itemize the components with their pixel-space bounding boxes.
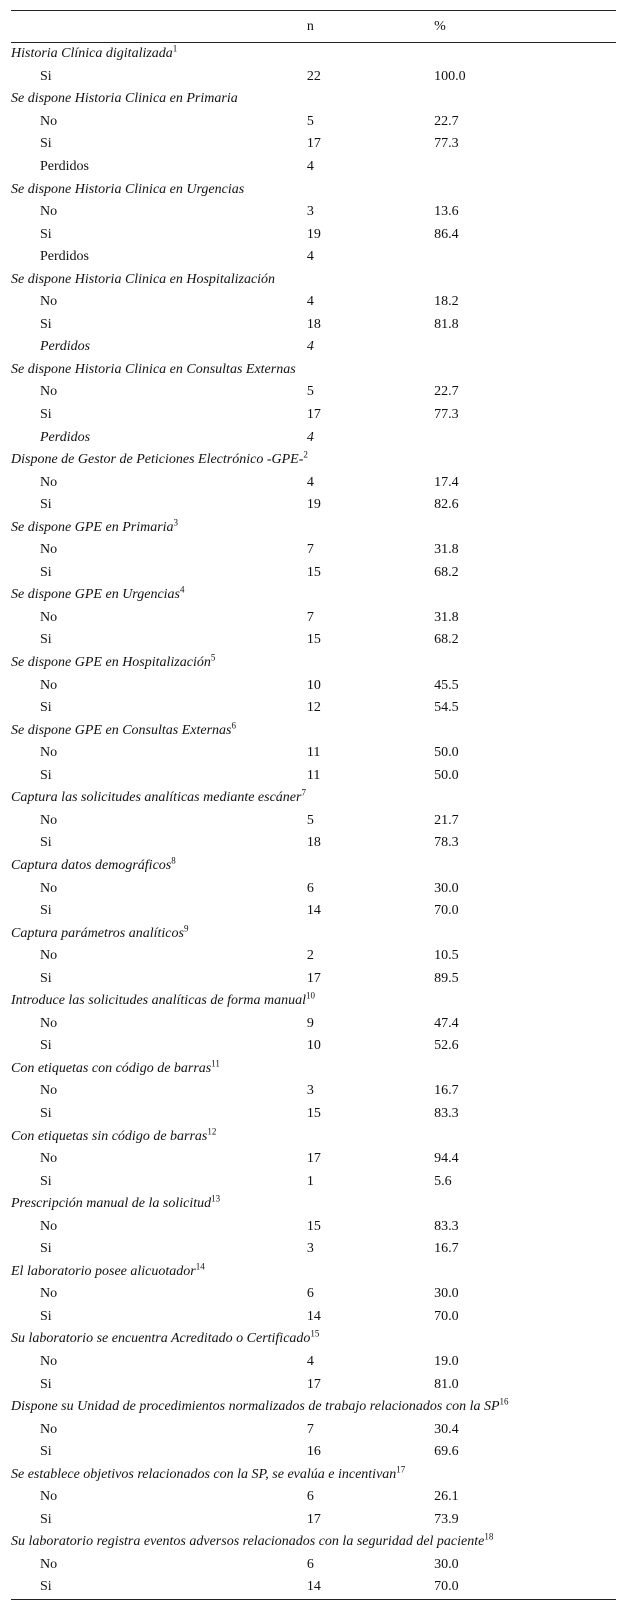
row-label: Si: [40, 1308, 52, 1324]
row-percent: 50.0: [434, 767, 459, 783]
row-label: Si: [40, 970, 52, 986]
row-n: 22: [306, 68, 321, 84]
section-title-cell: [11, 922, 616, 945]
row-n: 7: [306, 609, 314, 625]
section-title-cell: [11, 1058, 616, 1081]
table-row: [11, 1148, 616, 1171]
section-row: [11, 516, 616, 539]
table-row: [11, 765, 616, 788]
section-title-cell: [11, 1125, 616, 1148]
table-row: [11, 1238, 616, 1261]
section-row: [11, 268, 616, 291]
row-percent: 26.1: [434, 1489, 459, 1505]
section-title-cell: [11, 1328, 616, 1351]
footnote-marker: 14: [195, 1261, 205, 1272]
row-label: Si: [40, 68, 52, 84]
section-title-cell: [11, 719, 616, 742]
table-row: [11, 1103, 616, 1126]
row-percent: 100.0: [434, 68, 466, 84]
section-title: Prescripción manual de la solicitud: [11, 1196, 212, 1212]
row-label: Si: [40, 632, 52, 648]
row-label: Si: [40, 1105, 52, 1121]
section-title: Se dispone GPE en Consultas Externas: [11, 722, 232, 738]
row-n: 14: [307, 1576, 434, 1599]
row-n: 9: [306, 1015, 314, 1031]
row-label: Si: [40, 1038, 52, 1054]
row-label: Perdidos: [40, 429, 91, 445]
row-n: 15: [306, 1105, 321, 1121]
row-n: 16: [306, 1444, 321, 1460]
row-percent: 83.3: [434, 1218, 459, 1234]
row-n: 18: [306, 316, 321, 332]
section-title: Se dispone GPE en Hospitalización: [11, 655, 211, 671]
row-label: Si: [40, 136, 52, 152]
row-percent: 70.0: [434, 1308, 459, 1324]
row-n: 5: [306, 812, 314, 828]
row-n: 12: [306, 700, 321, 716]
row-label: No: [40, 1421, 58, 1437]
table-row: [11, 1441, 616, 1464]
row-label: No: [40, 1083, 58, 1099]
section-title-cell: [11, 787, 616, 810]
row-percent: 81.8: [434, 316, 459, 332]
footnote-marker: 18: [484, 1531, 494, 1542]
row-percent: 30.4: [434, 1421, 459, 1437]
row-label: No: [40, 542, 58, 558]
table-row: [11, 539, 616, 562]
row-label: Si: [11, 1576, 307, 1599]
footnote-marker: 7: [301, 787, 306, 798]
section-title: Captura parámetros analíticos: [11, 925, 184, 941]
table-row: [11, 629, 616, 652]
section-row: [11, 1058, 616, 1081]
table-row: [11, 426, 616, 449]
row-label: No: [40, 812, 58, 828]
table-row: [11, 742, 616, 765]
section-row: [11, 652, 616, 675]
section-title-cell: [11, 359, 616, 382]
row-label: No: [40, 1015, 58, 1031]
row-n: 6: [306, 1489, 314, 1505]
row-percent: 86.4: [434, 226, 459, 242]
row-percent: 21.7: [434, 812, 459, 828]
row-n: 7: [306, 542, 314, 558]
row-percent: 83.3: [434, 1105, 459, 1121]
row-n: 5: [306, 384, 314, 400]
row-n: 11: [306, 745, 321, 761]
table-row: [11, 1351, 616, 1374]
section-title-cell: [11, 855, 616, 878]
row-label: Perdidos: [40, 339, 91, 355]
header-label: [11, 11, 307, 43]
section-row: [11, 719, 616, 742]
row-n: 15: [306, 1218, 321, 1234]
footnote-marker: 13: [211, 1193, 221, 1204]
section-title-cell: [11, 1396, 616, 1419]
row-n: 3: [306, 204, 314, 220]
section-title-cell: [11, 1531, 616, 1554]
row-n: 18: [306, 835, 321, 851]
section-title: Dispone de Gestor de Peticiones Electrónico -GPE-: [11, 452, 304, 468]
header-percent: %: [434, 11, 616, 43]
row-label: Si: [40, 407, 52, 423]
footnote-marker: 12: [207, 1125, 217, 1136]
row-percent: 47.4: [434, 1015, 459, 1031]
table-row: [11, 900, 616, 923]
table-row: [11, 133, 616, 156]
section-title-cell: [11, 43, 616, 66]
table-row: [11, 336, 616, 359]
row-n: 14: [306, 903, 321, 919]
row-percent: 54.5: [434, 700, 459, 716]
row-n: 5: [306, 113, 314, 129]
results-table-container: [11, 10, 616, 1600]
table-row: [11, 381, 616, 404]
table-row: [11, 1035, 616, 1058]
row-percent: 45.5: [434, 677, 459, 693]
table-header-row: [11, 11, 616, 43]
section-row: [11, 178, 616, 201]
table-row: [11, 111, 616, 134]
section-title-cell: [11, 1261, 616, 1284]
row-label: No: [40, 880, 58, 896]
row-label: Si: [40, 564, 52, 580]
row-percent: 30.0: [434, 880, 459, 896]
table-row: [11, 291, 616, 314]
row-label: No: [40, 204, 58, 220]
row-label: Si: [40, 226, 52, 242]
row-percent: 16.7: [434, 1083, 459, 1099]
section-row: [11, 449, 616, 472]
section-row: [11, 1463, 616, 1486]
row-label: Perdidos: [40, 249, 89, 265]
row-percent: 30.0: [434, 1556, 459, 1572]
row-label: Si: [40, 767, 52, 783]
table-row: [11, 810, 616, 833]
footnote-marker: 8: [171, 855, 176, 866]
section-title-cell: [11, 178, 616, 201]
row-n: 4: [306, 429, 314, 445]
table-row: [11, 1486, 616, 1509]
row-percent: 50.0: [434, 745, 459, 761]
section-title: Se dispone Historia Clinica en Hospitalización: [11, 271, 276, 287]
row-percent: 73.9: [434, 1511, 459, 1527]
section-title: Se dispone Historia Clinica en Urgencias: [11, 181, 245, 197]
row-percent: 81.0: [434, 1376, 459, 1392]
section-row: [11, 1125, 616, 1148]
section-title: Se establece objetivos relacionados con la SP, se evalúa e incentivan: [11, 1466, 397, 1482]
row-n: 17: [306, 1151, 321, 1167]
section-row: [11, 1261, 616, 1284]
row-percent: 17.4: [434, 474, 459, 490]
row-label: No: [40, 474, 58, 490]
footnote-marker: 4: [180, 584, 185, 595]
table-row: [11, 1373, 616, 1396]
row-label: Si: [40, 1173, 52, 1189]
row-label: Perdidos: [40, 159, 89, 174]
table-row: [11, 1418, 616, 1441]
row-percent: 70.0: [434, 1576, 616, 1599]
row-n: 6: [306, 1556, 314, 1572]
table-row: [11, 674, 616, 697]
section-title-cell: [11, 1463, 616, 1486]
row-label: No: [40, 1556, 58, 1572]
row-n: 1: [306, 1173, 314, 1189]
row-n: 17: [306, 1376, 321, 1392]
section-title: Historia Clínica digitalizada: [11, 46, 173, 62]
table-row: [11, 471, 616, 494]
section-row: [11, 922, 616, 945]
row-n: 4: [306, 474, 314, 490]
section-title-cell: [11, 1193, 616, 1216]
row-percent: 5.6: [434, 1173, 452, 1189]
row-percent: 31.8: [434, 542, 459, 558]
section-title: Captura las solicitudes analíticas mediante escáner: [11, 790, 302, 806]
row-label: Si: [40, 316, 52, 332]
row-n: 7: [306, 1421, 314, 1437]
row-n: 2: [306, 948, 314, 964]
row-label: Si: [40, 1511, 52, 1527]
section-row: [11, 855, 616, 878]
section-title-cell: [11, 449, 616, 472]
table-row: [11, 697, 616, 720]
section-title: Su laboratorio se encuentra Acreditado o Certificado: [11, 1331, 311, 1347]
footnote-marker: 10: [306, 990, 316, 1001]
row-percent: 31.8: [434, 609, 459, 625]
row-label: Si: [40, 1444, 52, 1460]
row-percent: 69.6: [434, 1444, 459, 1460]
section-row: [11, 1193, 616, 1216]
row-n: 17: [306, 970, 321, 986]
table-row: [11, 1170, 616, 1193]
row-label: No: [40, 677, 58, 693]
row-label: No: [40, 745, 58, 761]
row-percent: [434, 246, 616, 269]
table-row: [11, 66, 616, 89]
row-percent: [434, 336, 616, 359]
table-row: [11, 1554, 616, 1577]
section-title: Se dispone Historia Clinica en Consultas Externas: [11, 361, 296, 377]
section-row: [11, 584, 616, 607]
section-row: [11, 359, 616, 382]
row-percent: 94.4: [434, 1151, 459, 1167]
footnote-marker: 5: [210, 652, 216, 663]
row-n: 4: [306, 339, 314, 355]
section-row: [11, 88, 616, 111]
row-percent: 68.2: [434, 564, 459, 580]
row-percent: 18.2: [434, 294, 459, 310]
row-n: 15: [306, 564, 321, 580]
row-n: 19: [306, 497, 321, 513]
table-row: [11, 156, 616, 179]
row-n: 4: [306, 249, 314, 265]
row-n: 15: [306, 632, 321, 648]
row-label: No: [40, 294, 58, 310]
row-percent: 22.7: [434, 113, 459, 129]
section-title: Se dispone GPE en Urgencias: [11, 587, 180, 603]
footnote-marker: 6: [231, 720, 236, 731]
row-percent: 70.0: [434, 903, 459, 919]
row-percent: [434, 156, 616, 179]
table-row: [11, 1509, 616, 1532]
row-n: 6: [306, 880, 314, 896]
row-label: Si: [40, 835, 52, 851]
table-row: [11, 945, 616, 968]
table-body: [11, 43, 616, 1600]
row-label: No: [40, 1353, 58, 1369]
section-title: Con etiquetas con código de barras: [11, 1060, 212, 1076]
row-n: 19: [306, 226, 321, 242]
row-n: 14: [306, 1308, 321, 1324]
row-n: 10: [306, 677, 321, 693]
row-n: 11: [306, 767, 321, 783]
row-percent: 68.2: [434, 632, 459, 648]
table-row: [11, 1080, 616, 1103]
row-percent: 89.5: [434, 970, 459, 986]
row-n: 17: [306, 407, 321, 423]
row-label: No: [40, 609, 58, 625]
table-row: [11, 1215, 616, 1238]
row-percent: 16.7: [434, 1241, 459, 1257]
row-n: 4: [306, 1353, 314, 1369]
footnote-marker: 9: [183, 922, 189, 933]
table-row: [11, 1013, 616, 1036]
section-title: Captura datos demográficos: [11, 857, 172, 873]
section-title: Se dispone Historia Clinica en Primaria: [11, 91, 238, 107]
table-row: [11, 223, 616, 246]
table-row: [11, 1576, 616, 1599]
section-row: [11, 43, 616, 66]
row-percent: 78.3: [434, 835, 459, 851]
row-label: No: [40, 948, 58, 964]
row-percent: 77.3: [434, 136, 459, 152]
row-percent: 22.7: [434, 384, 459, 400]
section-row: [11, 990, 616, 1013]
row-n: 10: [306, 1038, 321, 1054]
section-title-cell: [11, 584, 616, 607]
section-title-cell: [11, 516, 616, 539]
table-row: [11, 1283, 616, 1306]
row-percent: 13.6: [434, 204, 459, 220]
row-n: 4: [306, 294, 314, 310]
results-table: [11, 10, 616, 1600]
table-row: [11, 246, 616, 269]
footnote-marker: 1: [172, 43, 178, 54]
section-row: [11, 1531, 616, 1554]
row-n: 17: [306, 1511, 321, 1527]
table-row: [11, 607, 616, 630]
section-title: Se dispone GPE en Primaria: [11, 519, 174, 535]
footnote-marker: 11: [211, 1058, 220, 1069]
table-row: [11, 201, 616, 224]
section-title-cell: [11, 652, 616, 675]
row-label: Si: [40, 700, 52, 716]
row-percent: [434, 426, 616, 449]
section-row: [11, 1396, 616, 1419]
section-title: El laboratorio posee alicuotador: [11, 1263, 196, 1279]
section-row: [11, 787, 616, 810]
row-label: No: [40, 113, 58, 129]
section-title: Con etiquetas sin código de barras: [11, 1128, 208, 1144]
row-percent: 52.6: [434, 1038, 459, 1054]
section-title: Dispone su Unidad de procedimientos normalizados de trabajo relacionados con la SP: [11, 1399, 500, 1415]
row-label: No: [40, 384, 58, 400]
table-row: [11, 562, 616, 585]
section-title: Su laboratorio registra eventos adversos relacionados con la seguridad del paciente: [11, 1534, 485, 1550]
row-label: Si: [40, 497, 52, 513]
section-title: Introduce las solicitudes analíticas de forma manual: [11, 993, 307, 1009]
row-n: 4: [306, 159, 314, 174]
table-row: [11, 314, 616, 337]
row-label: Si: [40, 1241, 52, 1257]
section-title-cell: [11, 990, 616, 1013]
row-percent: 77.3: [434, 407, 459, 423]
row-label: Si: [40, 1376, 52, 1392]
section-row: [11, 1328, 616, 1351]
table-row: [11, 967, 616, 990]
row-percent: 82.6: [434, 497, 459, 513]
row-label: No: [40, 1286, 58, 1302]
table-row: [11, 1306, 616, 1329]
footnote-marker: 2: [303, 449, 308, 460]
section-title-cell: [11, 88, 616, 111]
row-n: 6: [306, 1286, 314, 1302]
row-percent: 19.0: [434, 1353, 459, 1369]
row-label: Si: [40, 903, 52, 919]
table-row: [11, 404, 616, 427]
footnote-marker: 3: [173, 517, 179, 528]
row-percent: 10.5: [434, 948, 459, 964]
row-label: No: [40, 1489, 58, 1505]
row-label: No: [40, 1151, 58, 1167]
table-row: [11, 494, 616, 517]
row-n: 3: [306, 1241, 314, 1257]
section-title-cell: [11, 268, 616, 291]
row-label: No: [40, 1218, 58, 1234]
footnote-marker: 17: [396, 1464, 406, 1475]
table-row: [11, 877, 616, 900]
row-n: 3: [306, 1083, 314, 1099]
footnote-marker: 15: [310, 1328, 320, 1339]
table-row: [11, 832, 616, 855]
row-n: 17: [306, 136, 321, 152]
footnote-marker: 16: [499, 1396, 509, 1407]
row-percent: 30.0: [434, 1286, 459, 1302]
header-n: n: [307, 11, 434, 43]
